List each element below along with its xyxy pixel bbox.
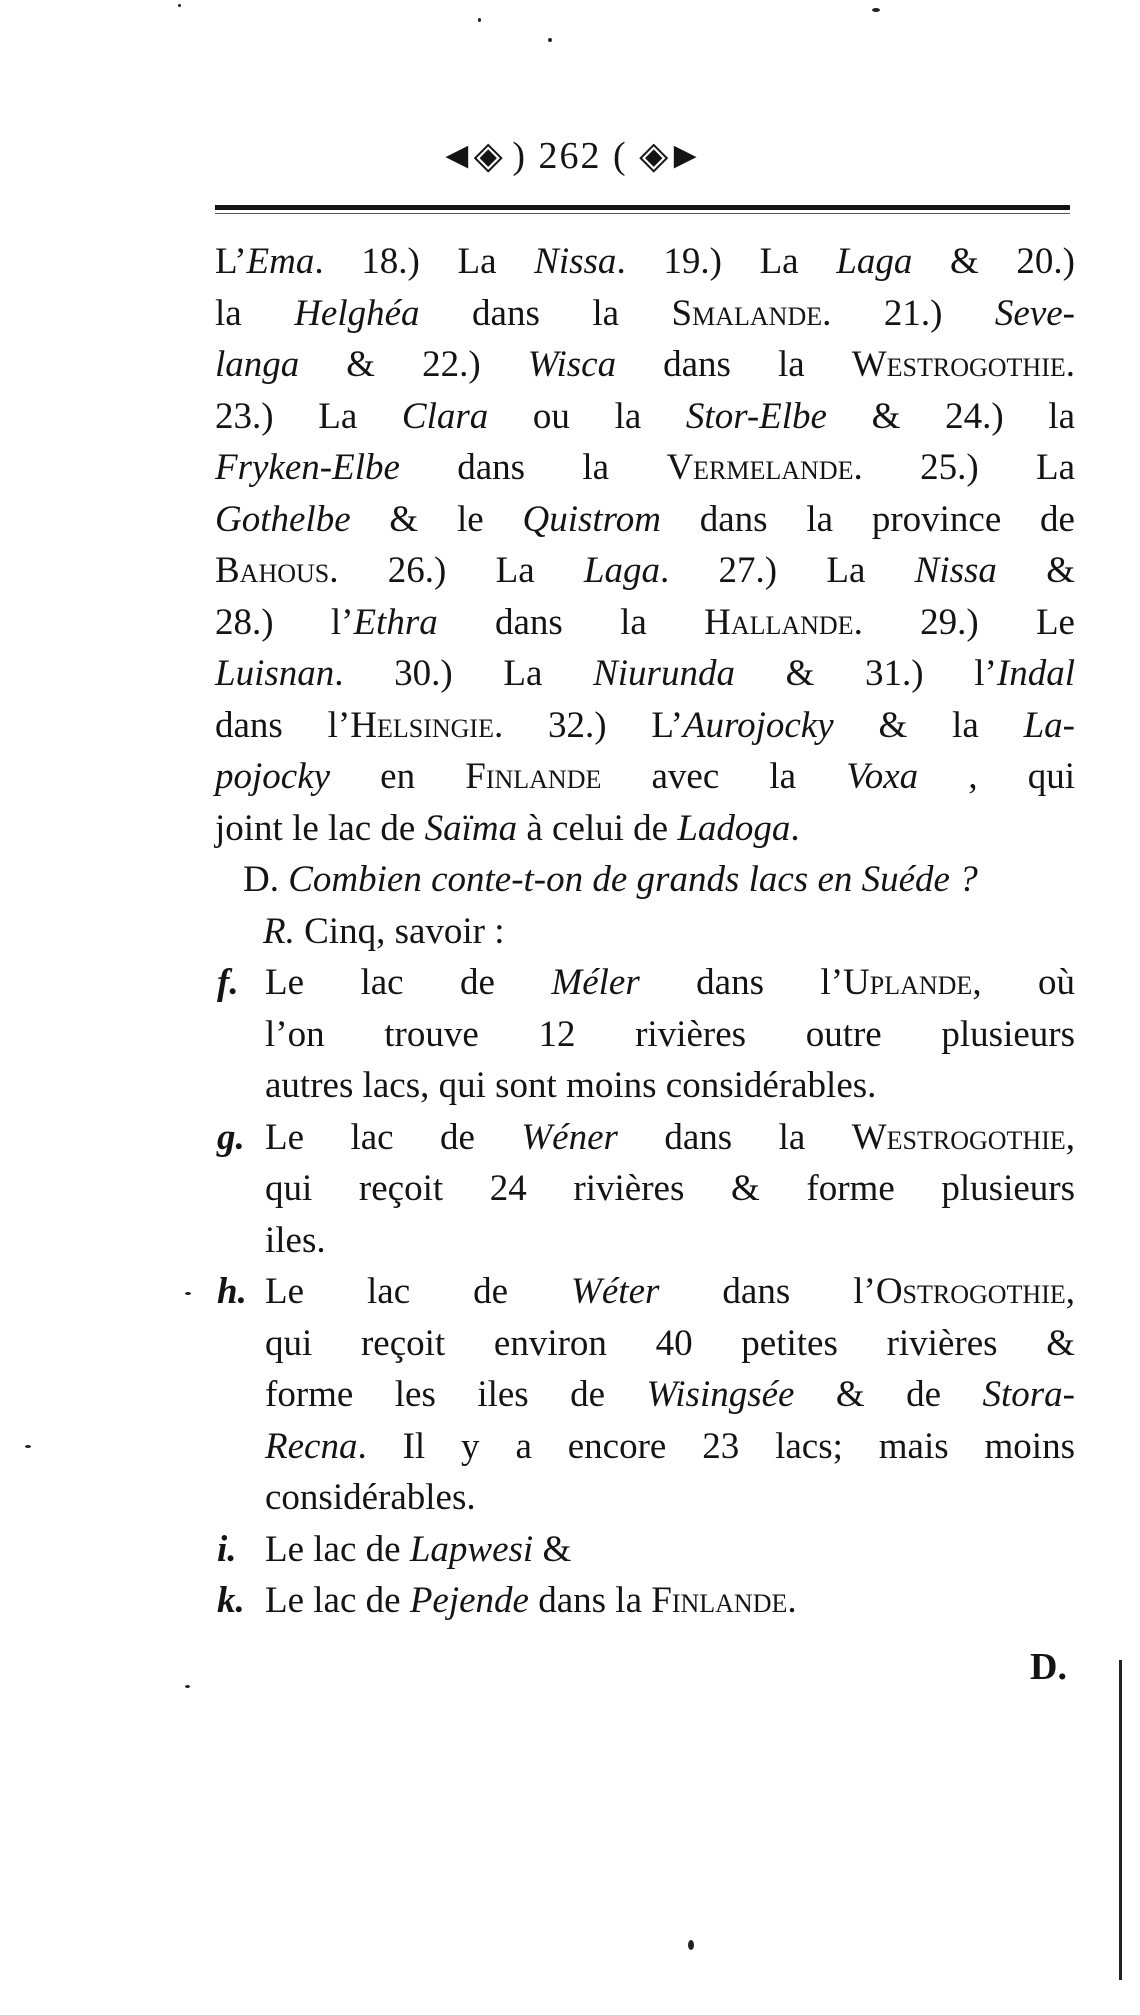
page-body bbox=[215, 236, 1075, 1627]
answer-text: Cinq, savoir : bbox=[304, 910, 505, 952]
print-speck bbox=[872, 8, 880, 12]
italic-term: Wisca bbox=[527, 344, 617, 385]
italic-term: Ladoga bbox=[677, 807, 791, 849]
italic-term: pojocky bbox=[215, 756, 331, 797]
text-line bbox=[215, 442, 1075, 494]
text-line bbox=[215, 494, 1075, 546]
text-run: . 30.) La bbox=[334, 653, 594, 694]
text-line bbox=[265, 957, 1075, 1009]
italic-term: Wéter bbox=[571, 1271, 660, 1312]
text-run: Le lac de bbox=[265, 1116, 522, 1158]
text-run: . bbox=[787, 1580, 797, 1621]
entry-mark: g. bbox=[217, 1116, 245, 1158]
italic-term: Laga bbox=[836, 241, 913, 282]
river-list-paragraph bbox=[215, 236, 1075, 854]
place-name: Helsingie bbox=[350, 704, 494, 746]
page-edge bbox=[1119, 1660, 1122, 1980]
text-run: & bbox=[533, 1528, 572, 1570]
italic-term: Ethra bbox=[353, 601, 438, 643]
print-speck bbox=[688, 1940, 694, 1950]
text-run: dans la bbox=[419, 292, 672, 334]
running-header bbox=[0, 132, 1140, 178]
italic-term: Nissa bbox=[534, 241, 617, 282]
text-line bbox=[215, 236, 1075, 288]
text-line bbox=[265, 1163, 1075, 1215]
header-rule-thin bbox=[215, 213, 1070, 214]
text-run: . 29.) Le bbox=[853, 601, 1075, 643]
place-name: Ostrogothie bbox=[875, 1271, 1066, 1312]
italic-term: Wéner bbox=[521, 1116, 618, 1158]
text-run: . bbox=[790, 807, 800, 849]
print-speck bbox=[185, 1685, 190, 1688]
place-name: Westrogothie bbox=[851, 344, 1066, 385]
text-run: l’on trouve 12 rivières outre plusieurs bbox=[265, 1013, 1075, 1055]
answer-line bbox=[215, 906, 1075, 958]
text-run: & 24.) la bbox=[826, 395, 1075, 437]
text-run: dans la bbox=[437, 601, 705, 643]
text-run: qui reçoit environ 40 petites rivières & bbox=[265, 1322, 1075, 1364]
text-run: à celui de bbox=[517, 807, 678, 849]
italic-term: Fryken-Elbe bbox=[215, 447, 400, 488]
entry-mark: h. bbox=[217, 1271, 247, 1312]
italic-term: Wisingsée bbox=[646, 1374, 795, 1415]
print-speck bbox=[25, 1445, 31, 1448]
text-run: autres lacs, qui sont moins considérables. bbox=[265, 1065, 877, 1106]
text-run: dans l’ bbox=[215, 704, 351, 746]
italic-term: Gothelbe bbox=[215, 498, 351, 540]
lake-entry bbox=[215, 1524, 1075, 1576]
text-run: . 27.) La bbox=[660, 550, 915, 591]
italic-term: Voxa bbox=[846, 756, 919, 797]
question-text: Combien conte-t-on de grands lacs en Suéde ? bbox=[288, 859, 978, 900]
text-run: Le lac de bbox=[265, 962, 552, 1003]
catchword: D. bbox=[1030, 1646, 1067, 1688]
ornament-left-icon: ◄◈ bbox=[438, 135, 501, 177]
text-line bbox=[265, 1215, 1075, 1267]
italic-term: Luisnan bbox=[215, 653, 335, 694]
print-speck bbox=[185, 1292, 191, 1295]
question-label: D. bbox=[243, 859, 279, 900]
italic-term: Stor-Elbe bbox=[685, 395, 827, 437]
text-line bbox=[265, 1009, 1075, 1061]
entry-mark: k. bbox=[217, 1580, 245, 1621]
text-run: & la bbox=[833, 704, 1024, 746]
italic-term: Seve- bbox=[994, 292, 1075, 334]
text-run: . 18.) La bbox=[314, 241, 535, 282]
text-run: & 31.) l’ bbox=[734, 653, 997, 694]
place-name: Finlande bbox=[651, 1580, 788, 1621]
italic-term: langa bbox=[215, 344, 300, 385]
text-line bbox=[215, 288, 1075, 340]
lake-entry bbox=[215, 1266, 1075, 1524]
text-line bbox=[265, 1524, 1075, 1576]
place-name: Vermelande bbox=[666, 447, 854, 488]
entry-mark: i. bbox=[217, 1528, 237, 1570]
text-run: dans la bbox=[617, 1116, 852, 1158]
italic-term: Recna bbox=[265, 1425, 358, 1467]
italic-term: Pejende bbox=[409, 1580, 529, 1621]
place-name: Finlande bbox=[465, 756, 602, 797]
italic-term: Indal bbox=[996, 653, 1075, 694]
text-run: iles. bbox=[265, 1219, 326, 1261]
lake-entry bbox=[215, 957, 1075, 1112]
italic-term: Stora- bbox=[982, 1374, 1075, 1415]
text-run: Le lac de bbox=[265, 1528, 410, 1570]
text-run: . Il y a encore 23 lacs; mais moins bbox=[357, 1425, 1075, 1467]
print-speck bbox=[478, 18, 481, 22]
place-name: Uplande bbox=[843, 962, 973, 1003]
italic-term: Quistrom bbox=[522, 498, 661, 540]
page-number: ) 262 ( bbox=[512, 135, 628, 177]
text-run: & de bbox=[794, 1374, 983, 1415]
answer-label: R. bbox=[263, 910, 295, 952]
text-line bbox=[215, 545, 1075, 597]
italic-term: Ema bbox=[246, 241, 315, 282]
italic-term: Nissa bbox=[914, 550, 997, 591]
text-line bbox=[215, 700, 1075, 752]
text-line bbox=[215, 339, 1075, 391]
place-name: Westrogothie bbox=[851, 1116, 1066, 1158]
italic-term: Saïma bbox=[424, 807, 518, 849]
text-line bbox=[215, 751, 1075, 803]
text-line bbox=[265, 1472, 1075, 1524]
italic-term: Méler bbox=[551, 962, 640, 1003]
place-name: Smalande bbox=[671, 292, 823, 334]
ornament-right-icon: ◈► bbox=[639, 135, 702, 177]
text-run: . 32.) L’ bbox=[493, 704, 683, 746]
text-run: dans la bbox=[616, 344, 852, 385]
print-speck bbox=[548, 38, 552, 42]
text-run: en bbox=[330, 756, 466, 797]
text-line bbox=[215, 803, 1075, 855]
lake-entries bbox=[215, 957, 1075, 1627]
text-run: 28.) l’ bbox=[215, 601, 354, 643]
entry-mark: f. bbox=[217, 962, 239, 1003]
text-run: . 19.) La bbox=[616, 241, 837, 282]
text-run: dans l’ bbox=[659, 1271, 876, 1312]
text-run: joint le lac de bbox=[215, 807, 425, 849]
text-run: dans la bbox=[528, 1580, 652, 1621]
text-line bbox=[265, 1575, 1075, 1627]
text-run: ou la bbox=[488, 395, 686, 437]
text-run: , qui bbox=[918, 756, 1075, 797]
text-line bbox=[265, 1318, 1075, 1370]
text-run: L’ bbox=[215, 241, 247, 282]
text-run: forme les iles de bbox=[265, 1374, 647, 1415]
text-run: dans l’ bbox=[639, 962, 844, 1003]
question-line bbox=[215, 854, 1075, 906]
italic-term: Niurunda bbox=[593, 653, 735, 694]
italic-term: Helghéa bbox=[294, 292, 420, 334]
place-name: Bahous bbox=[215, 550, 330, 591]
text-run: qui reçoit 24 rivières & forme plusieurs bbox=[265, 1168, 1075, 1209]
text-line bbox=[265, 1060, 1075, 1112]
text-run: Le lac de bbox=[265, 1271, 572, 1312]
text-run: , où bbox=[972, 962, 1075, 1003]
text-line bbox=[265, 1369, 1075, 1421]
text-run: avec la bbox=[601, 756, 847, 797]
text-run: la bbox=[215, 292, 295, 334]
text-run: . 21.) bbox=[822, 292, 995, 334]
text-run: considérables. bbox=[265, 1477, 476, 1518]
italic-term: Aurojocky bbox=[682, 704, 834, 746]
text-run: & 22.) bbox=[299, 344, 528, 385]
lake-entry bbox=[215, 1112, 1075, 1267]
italic-term: Clara bbox=[401, 395, 489, 437]
text-run: . 26.) La bbox=[329, 550, 584, 591]
text-run: . 25.) La bbox=[853, 447, 1075, 488]
text-run: Le lac de bbox=[265, 1580, 410, 1621]
text-line bbox=[215, 648, 1075, 700]
text-run: & bbox=[996, 550, 1075, 591]
lake-entry bbox=[215, 1575, 1075, 1627]
text-line bbox=[265, 1112, 1075, 1164]
text-run: , bbox=[1065, 1271, 1075, 1312]
text-line bbox=[265, 1266, 1075, 1318]
text-run: dans la province de bbox=[660, 498, 1075, 540]
text-run: & 20.) bbox=[912, 241, 1075, 282]
italic-term: Laga bbox=[583, 550, 660, 591]
text-run: & le bbox=[350, 498, 523, 540]
print-speck bbox=[178, 4, 181, 7]
text-run: dans la bbox=[399, 447, 667, 488]
italic-term: Lapwesi bbox=[409, 1528, 534, 1570]
text-line bbox=[215, 597, 1075, 649]
text-run: . bbox=[1065, 344, 1075, 385]
place-name: Hallande bbox=[704, 601, 854, 643]
text-line bbox=[215, 391, 1075, 443]
text-run: 23.) La bbox=[215, 395, 402, 437]
header-rule bbox=[215, 205, 1070, 210]
text-run: , bbox=[1065, 1116, 1075, 1158]
italic-term: La- bbox=[1023, 704, 1075, 746]
text-line bbox=[265, 1421, 1075, 1473]
